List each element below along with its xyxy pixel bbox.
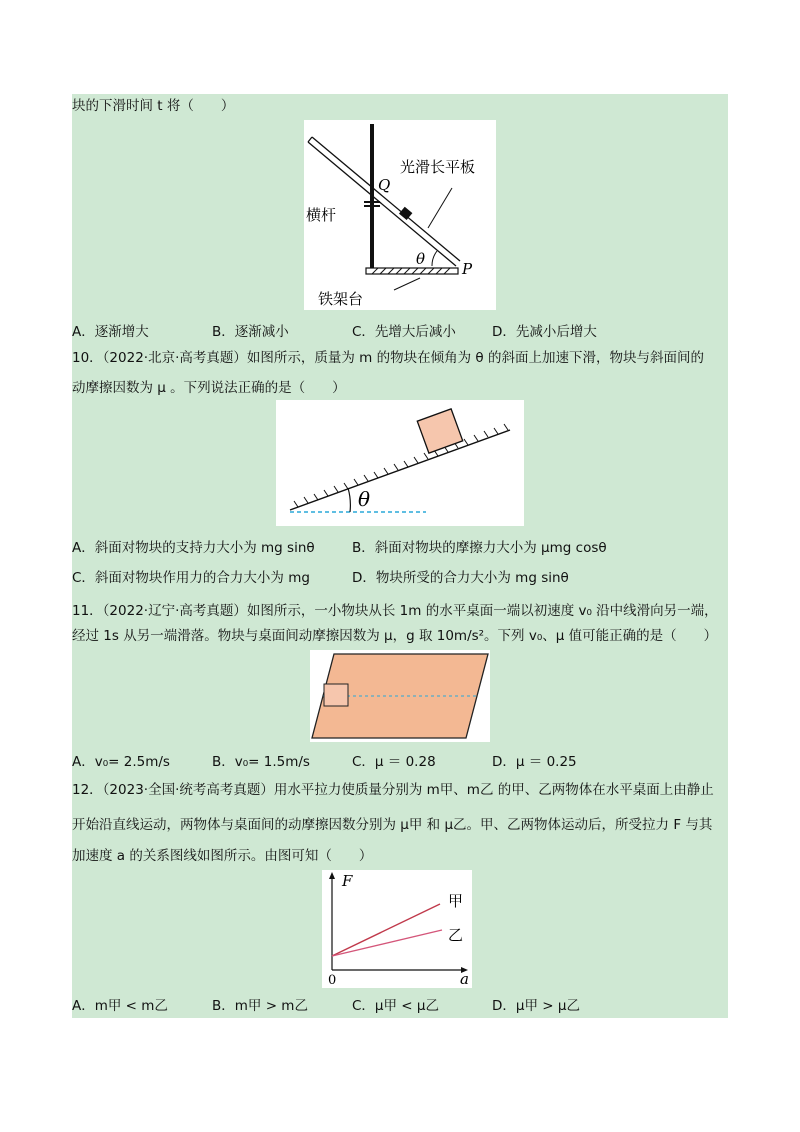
label-p: P bbox=[462, 260, 473, 278]
q10-option-b: B．斜面对物块的摩擦力大小为 μmg cosθ bbox=[352, 540, 607, 556]
line-yi bbox=[332, 930, 442, 956]
stand-leader bbox=[394, 278, 420, 290]
q10-figure bbox=[276, 400, 524, 526]
q10-option-a: A．斜面对物块的支持力大小为 mg sinθ bbox=[72, 540, 315, 556]
table-block bbox=[324, 684, 348, 706]
q10-stem-line-2: 动摩擦因数为 μ 。下列说法正确的是（ ） bbox=[72, 380, 346, 396]
plate-leader bbox=[428, 188, 452, 228]
q12-option-a: A．m甲 < m乙 bbox=[72, 998, 168, 1014]
q10-option-d: D．物块所受的合力大小为 mg sinθ bbox=[352, 570, 569, 586]
q12-option-d: D．μ甲 > μ乙 bbox=[492, 998, 580, 1014]
q9-option-c: C．先增大后减小 bbox=[352, 324, 456, 340]
q9-figure bbox=[304, 120, 496, 310]
q12-stem-line-2: 开始沿直线运动，两物体与桌面间的动摩擦因数分别为 μ甲 和 μ乙。甲、乙两物体运动后，所受拉力 F 与其 bbox=[72, 817, 713, 833]
q12-option-b: B．m甲 > m乙 bbox=[212, 998, 308, 1014]
q9-stem-tail: 块的下滑时间 t 将（ ） bbox=[72, 98, 235, 114]
label-plate: 光滑长平板 bbox=[400, 158, 476, 176]
q11-option-a: A．v₀= 2.5m/s bbox=[72, 754, 170, 770]
f-axis-arrow bbox=[329, 872, 335, 879]
incline-block bbox=[417, 409, 462, 453]
plate-bottom-edge bbox=[312, 137, 460, 261]
label-stand: 铁架台 bbox=[318, 290, 364, 308]
q11-figure bbox=[310, 650, 490, 742]
q11-option-c: C．μ ＝ 0.28 bbox=[352, 754, 436, 770]
q9-option-d: D．先减小后增大 bbox=[492, 324, 597, 340]
label-origin: 0 bbox=[328, 973, 337, 988]
q12-figure bbox=[322, 870, 472, 988]
q10-stem-line-1: 10．（2022·北京·高考真题）如图所示，质量为 m 的物块在倾角为 θ 的斜面上加速下滑，物块与斜面间的 bbox=[72, 350, 704, 366]
q12-option-c: C．μ甲 < μ乙 bbox=[352, 998, 439, 1014]
theta-arc bbox=[348, 488, 350, 512]
label-jia: 甲 bbox=[448, 892, 464, 910]
label-theta: θ bbox=[416, 250, 426, 268]
q12-stem-line-3: 加速度 a 的关系图线如图所示。由图可知（ ） bbox=[72, 848, 373, 864]
label-a: a bbox=[460, 970, 469, 988]
q10-option-c: C．斜面对物块作用力的合力大小为 mg bbox=[72, 570, 310, 586]
q12-stem-line-1: 12．（2023·全国·统考高考真题）用水平拉力使质量分别为 m甲、m乙 的甲、乙两物体在水平桌面上由静止 bbox=[72, 782, 714, 798]
incline-surface bbox=[290, 430, 510, 510]
q11-option-d: D．μ ＝ 0.25 bbox=[492, 754, 577, 770]
line-jia bbox=[332, 904, 440, 956]
theta-arc bbox=[432, 251, 437, 266]
label-f: F bbox=[342, 872, 353, 890]
q9-option-a: A．逐渐增大 bbox=[72, 324, 149, 340]
label-theta: θ bbox=[358, 487, 371, 511]
small-block bbox=[399, 207, 412, 220]
q11-option-b: B．v₀= 1.5m/s bbox=[212, 754, 310, 770]
q11-stem-line-2: 经过 1s 从另一端滑落。物块与桌面间动摩擦因数为 μ，g 取 10m/s²。下列 v₀、μ 值可能正确的是（ ） bbox=[72, 628, 718, 644]
incline-hatch bbox=[294, 424, 508, 507]
q9-option-b: B．逐渐减小 bbox=[212, 324, 289, 340]
label-rod: 横杆 bbox=[306, 206, 337, 224]
q11-stem-line-1: 11．（2022·辽宁·高考真题）如图所示，一小物块从长 1m 的水平桌面一端以初速度 v₀ 沿中线滑向另一端， bbox=[72, 603, 718, 619]
label-q: Q bbox=[378, 176, 391, 194]
label-yi: 乙 bbox=[448, 926, 464, 944]
